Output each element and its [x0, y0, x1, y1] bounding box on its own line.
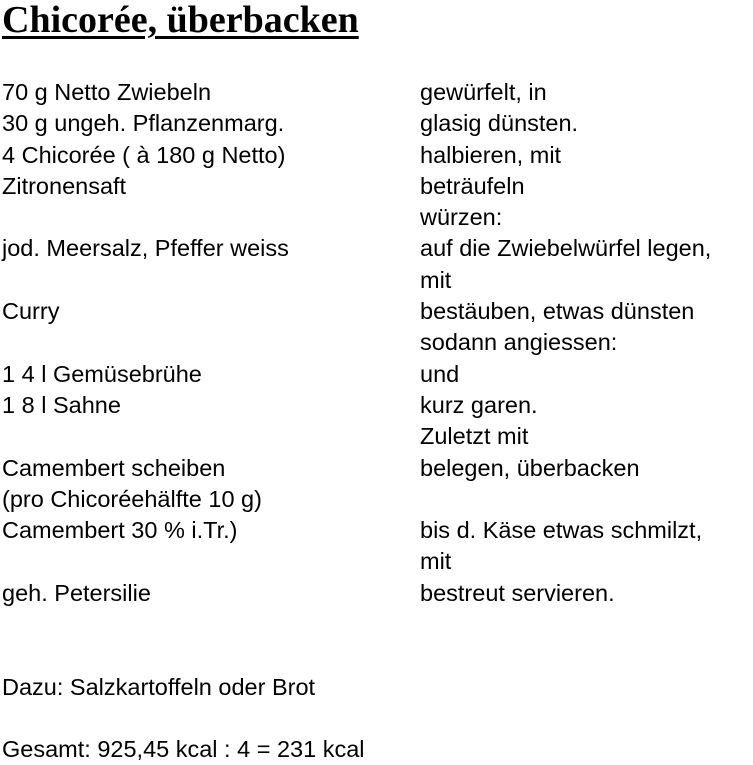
ingredient-cell: [2, 453, 420, 484]
instruction-cell: [420, 108, 753, 139]
recipe-row: [2, 453, 753, 484]
ingredient-text: geh. Petersilie: [2, 579, 151, 606]
instruction-cell: [420, 233, 753, 296]
recipe-row: [2, 296, 753, 327]
ingredient-text: jod. Meersalz, Pfeffer weiss: [2, 235, 289, 262]
instruction-cell: [420, 202, 753, 233]
ingredient-cell: [2, 140, 420, 171]
recipe-title: Chicorée, überbacken: [2, 0, 359, 41]
recipe-table: [2, 77, 753, 609]
recipe-row: [2, 108, 753, 139]
ingredient-text: 4 Chicorée ( à 180 g Netto): [2, 141, 286, 168]
ingredient-cell: [2, 327, 420, 358]
recipe-row: [2, 233, 753, 296]
instruction-text: beträufeln: [420, 172, 525, 199]
ingredient-cell: [2, 359, 420, 390]
recipe-row: [2, 390, 753, 421]
ingredient-cell: [2, 202, 420, 233]
ingredient-text: 30 g ungeh. Pflanzenmarg.: [2, 110, 285, 137]
instruction-cell: [420, 515, 753, 578]
instruction-cell: [420, 453, 753, 484]
ingredient-cell: [2, 515, 420, 546]
ingredient-text: 1 8 l Sahne: [2, 391, 121, 418]
instruction-text: bestreut servieren.: [420, 579, 615, 606]
ingredient-text: 70 g Netto Zwiebeln: [2, 79, 212, 105]
instruction-text: bestäuben, etwas dünsten: [420, 298, 695, 325]
ingredient-text: [2, 202, 420, 233]
instruction-cell: [420, 296, 753, 327]
ingredient-text: [2, 327, 420, 358]
instruction-text: würzen:: [420, 204, 503, 231]
ingredient-cell: [2, 108, 420, 139]
instruction-cell: [420, 171, 753, 202]
instruction-text: mit: [420, 266, 452, 293]
instruction-cell: [420, 578, 753, 609]
instruction-text: bis d. Käse etwas schmilzt,: [420, 517, 703, 544]
recipe-row: [2, 77, 753, 108]
instruction-text: belegen, überbacken: [420, 454, 640, 481]
ingredient-text: (pro Chicoréehälfte 10 g): [2, 485, 262, 512]
recipe-row: [2, 171, 753, 202]
recipe-row: [2, 359, 753, 390]
instruction-cell: [420, 327, 753, 358]
ingredient-text: 1 4 l Gemüsebrühe: [2, 360, 202, 387]
instruction-text: [420, 484, 753, 515]
instruction-cell: [420, 359, 753, 390]
instruction-text: gewürfelt, in: [420, 79, 547, 105]
instruction-cell: [420, 140, 753, 171]
instruction-text: glasig dünsten.: [420, 110, 579, 137]
instruction-text: sodann angiessen:: [420, 329, 618, 356]
ingredient-cell: [2, 484, 420, 515]
ingredient-cell: [2, 171, 420, 202]
ingredient-cell: [2, 578, 420, 609]
ingredient-text: Zitronensaft: [2, 172, 127, 199]
ingredient-cell: [2, 233, 420, 264]
ingredient-cell: [2, 77, 420, 108]
side-dish-note: Dazu: Salzkartoffeln oder Brot: [2, 674, 316, 700]
recipe-row: [2, 202, 753, 233]
recipe-row: [2, 484, 753, 515]
recipe-row: [2, 515, 753, 578]
ingredient-cell: [2, 390, 420, 421]
recipe-row: [2, 421, 753, 452]
ingredient-text: Camembert scheiben: [2, 454, 226, 481]
instruction-text: mit: [420, 548, 452, 575]
ingredient-text: Camembert 30 % i.Tr.): [2, 517, 238, 544]
instruction-cell: [420, 421, 753, 452]
recipe-row: [2, 327, 753, 358]
recipe-row: [2, 140, 753, 171]
ingredient-cell: [2, 296, 420, 327]
recipe-row: [2, 578, 753, 609]
instruction-text: Zuletzt mit: [420, 423, 529, 450]
instruction-text: und: [420, 360, 460, 387]
calorie-total: Gesamt: 925,45 kcal : 4 = 231 kcal: [2, 736, 365, 762]
instruction-cell: [420, 390, 753, 421]
instruction-text: halbieren, mit: [420, 141, 562, 168]
ingredient-text: [2, 421, 420, 452]
ingredient-text: Curry: [2, 298, 60, 325]
instruction-cell: [420, 77, 753, 108]
instruction-text: auf die Zwiebelwürfel legen,: [420, 235, 712, 262]
ingredient-cell: [2, 421, 420, 452]
instruction-cell: [420, 484, 753, 515]
instruction-text: kurz garen.: [420, 391, 538, 418]
